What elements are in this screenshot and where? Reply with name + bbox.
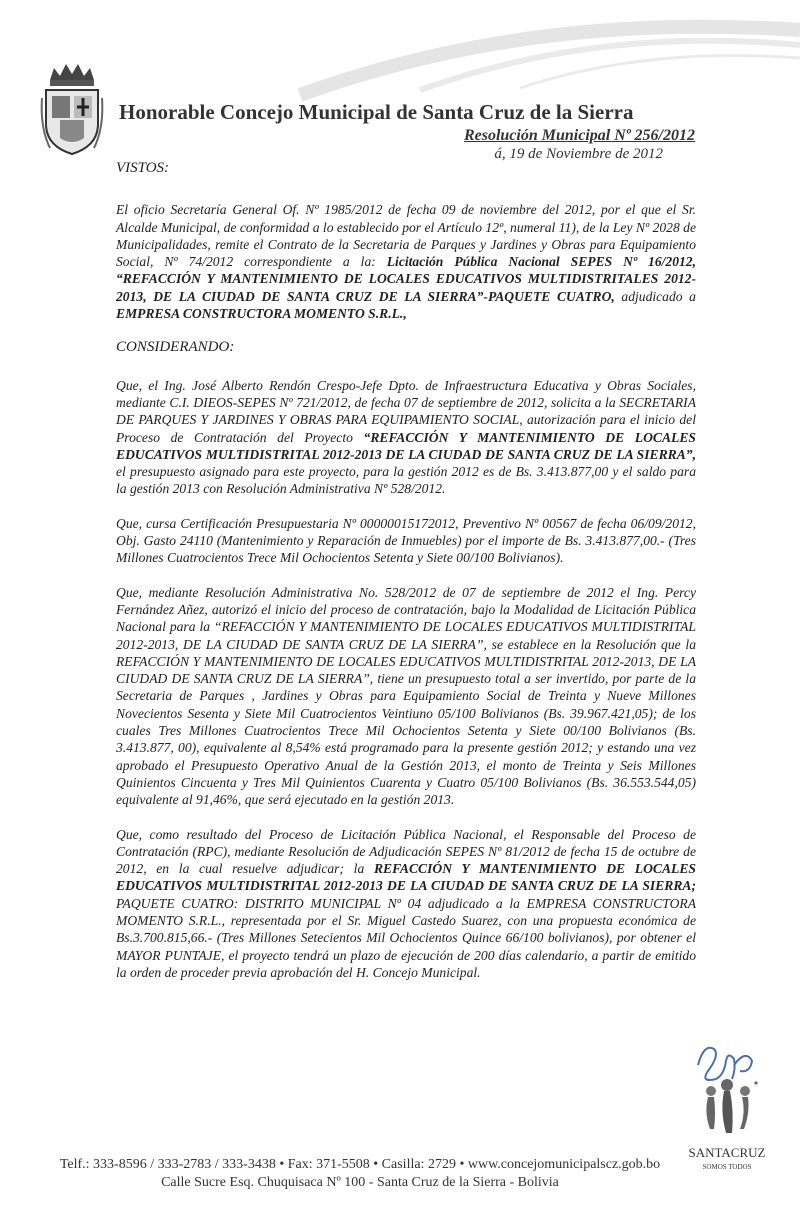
- bold-run: “REFACCIÓN Y MANTENIMIENTO DE LOCALES EDUCATIVOS MULTIDISTRITAL 2012-2013 DE LA CIUDAD DE SANTA CRUZ DE LA SIERRA”,: [116, 429, 696, 462]
- considerando-paragraph-3: Que, mediante Resolución Administrativa No. 528/2012 de 07 de septiembre de 2012 el Ing. Percy Fernández Añez, autorizó el inicio del proceso de contratación, bajo la Modalidad de Licitación Pública Nacional para la “REFACCIÓN Y MANTENIMIENTO DE LOCALES EDUCATIVOS MULTIDISTRITAL 2012-2013, DE LA CIUDAD DE SANTA CRUZ DE LA SIERRA”, se establece en la Resolución que la REFACCIÓN Y MANTENIMIENTO DE LOCALES EDUCATIVOS MULTIDISTRITAL 2012-2013, DE LA CIUDAD DE SANTA CRUZ DE LA SIERRA”, tiene un presupuesto total a ser invertido, por parte de la Secretaria de Parques , Jardines y Obras para Equipamiento Social de Treinta y Nueve Millones Novecientos Sesenta y Siete Mil Cuatrocientos Veintiuno 05/100 Bolivianos (Bs. 39.967.421,05); de los cuales Tres Millones Cuatrocientos Trece Mil Ochocientos Setenta y Siete 00/100 Bolivianos (Bs. 3.413.877, 00), equivalente al 8,54% está programado para la presente gestión 2012; y estando una vez aprobado el Presupuesto Operativo Anual de la Gestión 2013, el monto de Treinta y Seis Millones Quinientos Cincuenta y Tres Mil Quinientos Cuarenta y Cuatro 05/100 Bolivianos (Bs. 36.553.544,05) equivalente al 91,46%, que será ejecutado en la gestión 2013.: [116, 584, 696, 808]
- resolution-date: á, 19 de Noviembre de 2012: [494, 146, 663, 162]
- coat-of-arms-icon: [40, 58, 104, 158]
- institution-title: Honorable Concejo Municipal de Santa Cruz de la Sierra: [119, 100, 634, 124]
- footer-contact-line: Telf.: 333-8596 / 333-2783 / 333-3438 • Fax: 371-5508 • Casilla: 2729 • www.concejomunicipalscz.gob.bo: [59, 1157, 661, 1172]
- text-run: Que, como resultado del Proceso de Licitación Pública Nacional, el Responsable del Proceso de Contratación (RPC), mediante Resolución de Adjudicación SEPES Nº 81/2012 de fecha 15 de octubre de 2012, en la cual resuelve adjudicar; la: [116, 826, 696, 877]
- text-run: PAQUETE CUATRO: DISTRITO MUNICIPAL Nº 04 adjudicado a la EMPRESA CONSTRUCTORA MOMENTO S.R.L., representada por el Sr. Miguel Castedo Suarez, con una propuesta económica de Bs.3.700.815,66.- (Tres Millones Setecientos Mil Ochocientos Quince 66/100 bolivianos), por obtener el MAYOR PUNTAJE, el proyecto tendrá un plazo de ejecución de 200 días calendario, a partir de emitido la orden de proceder previa aprobación del H. Concejo Municipal.: [116, 895, 696, 980]
- bold-run: EMPRESA CONSTRUCTORA MOMENTO S.R.L.,: [116, 306, 407, 322]
- considerando-paragraph-1: [116, 377, 696, 498]
- footer-address-line: Calle Sucre Esq. Chuquisaca Nº 100 - Santa Cruz de la Sierra - Bolivia: [161, 1175, 559, 1190]
- vistos-paragraph: [116, 201, 696, 322]
- text-run: el presupuesto asignado para este proyecto, para la gestión 2012 es de Bs. 3.413.877,00 y el saldo para la gestión 2013 con Resolución Administrativa Nº 528/2012.: [116, 464, 696, 497]
- document-body: [116, 160, 696, 998]
- vistos-heading: VISTOS:: [116, 160, 170, 176]
- seal-sub-text: SOMOS TODOS: [702, 1163, 752, 1171]
- considerando-paragraph-4: [116, 826, 696, 982]
- text-run: El oficio Secretaría General Of. Nº 1985/2012 de fecha 09 de noviembre del 2012, por el que el Sr. Alcalde Municipal, de conformidad a lo establecido por el Artículo 12º, numeral 11), de la Ley Nº 2028 de Municipalidades, remite el Contrato de la Secretaria de Parques y Jardines y Obras para Equipamiento Social, Nº 74/2012 correspondiente a la:: [116, 202, 696, 270]
- signature-icon: [690, 1035, 760, 1095]
- bold-run: REFACCIÓN Y MANTENIMIENTO DE LOCALES EDUCATIVOS MULTIDISTRITAL 2012-2013 DE LA CIUDAD DE SANTA CRUZ DE LA SIERRA;: [116, 861, 696, 894]
- considerando-paragraph-2: Que, cursa Certificación Presupuestaria Nº 00000015172012, Preventivo Nº 00567 de fecha 06/09/2012, Obj. Gasto 24110 (Mantenimiento y Reparación de Inmuebles) por el importe de Bs. 3.413.877,00.- (Tres Millones Cuatrocientos Trece Mil Ochocientos Setenta y Siete 00/100 Bolivianos).: [116, 515, 696, 566]
- text-run: Que, el Ing. José Alberto Rendón Crespo-Jefe Dpto. de Infraestructura Educativa y Obras Sociales, mediante C.I. DIEOS-SEPES Nº 721/2012, de fecha 07 de septiembre de 2012, solicita a la SECRETARIA DE PARQUES Y JARDINES Y OBRAS PARA EQUIPAMIENTO SOCIAL, autorización para el inicio del Proceso de Contratación del Proyecto: [116, 377, 696, 445]
- seal-main-text: SANTACRUZ: [688, 1145, 766, 1160]
- bold-run: Licitación Pública Nacional SEPES Nº 16/2012, “REFACCIÓN Y MANTENIMIENTO DE LOCALES EDUCATIVOS MULTIDISTRITALES 2012-2013, DE LA CIUDAD DE SANTA CRUZ DE LA SIERRA”-PAQUETE CUATRO,: [116, 254, 696, 304]
- considerando-heading: CONSIDERANDO:: [116, 339, 235, 356]
- resolution-number: Resolución Municipal Nº 256/2012: [463, 127, 695, 144]
- text-run: adjudicado a: [614, 288, 696, 304]
